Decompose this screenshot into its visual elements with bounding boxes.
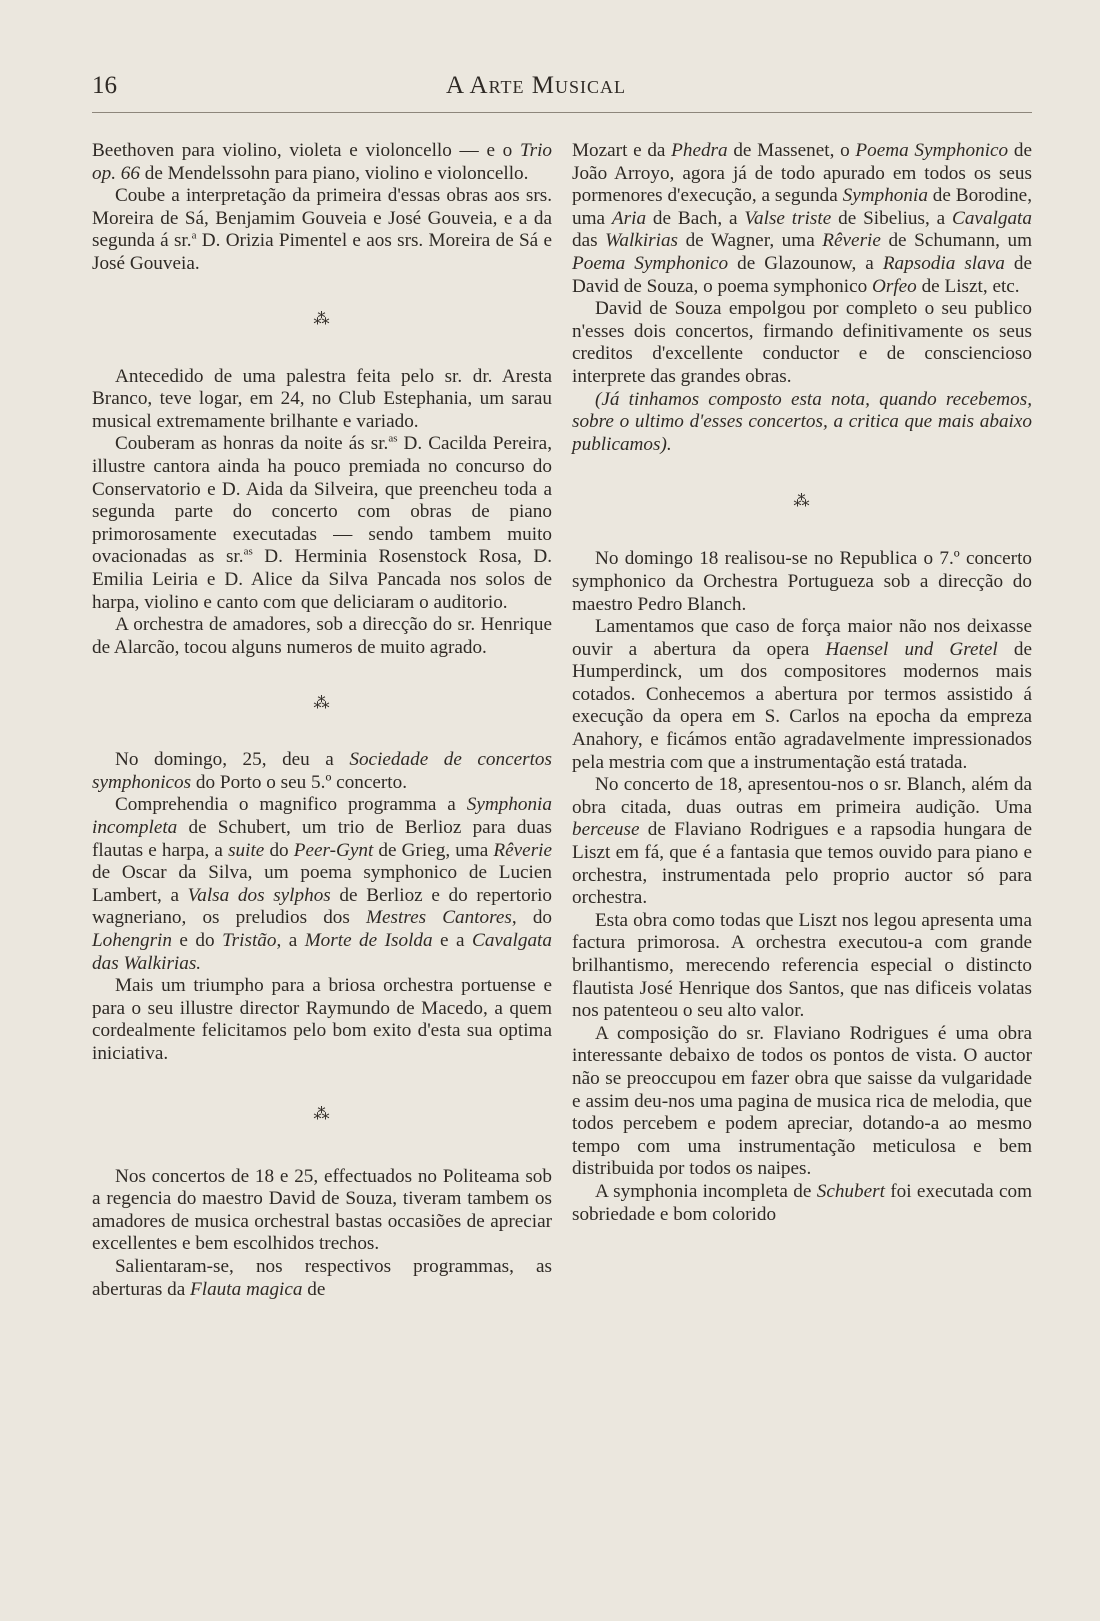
- section-separator: ⁂: [793, 493, 811, 511]
- paragraph: A composição do sr. Flaviano Rodrigues é uma obra interessante debaixo de todos os pontos de vista. O auctor não se preoccupou em fazer obra que saisse da vulgaridade e assim deu-nos uma pagina de musica rica de melodia, que todos percebem e podem apreciar, dotando-a ao mesmo tempo com uma instrumentação meticulosa e bem distribuida por todos os naipes.: [572, 1022, 1032, 1180]
- paragraph: Salientaram-se, nos respectivos programmas, as aberturas da Flauta magica de: [92, 1255, 552, 1300]
- paragraph: Lamentamos que caso de força maior não nos deixasse ouvir a abertura da opera Haensel und Gretel de Humperdinck, um dos compositores modernos mais cotados. Conhecemos a abertura por termos assistido á execução da opera em S. Carlos na epocha da empreza Anahory, e ficámos então agradavelmente impressionados pela mestria com que a instrumentação está tratada.: [572, 616, 1032, 773]
- editor-note: (Já tinhamos composto esta nota, quando recebemos, sobre o ultimo d'esses concertos, a critica que mais abaixo publicamos).: [572, 388, 1032, 455]
- right-column: [572, 140, 1032, 1226]
- left-column: [92, 140, 552, 1301]
- paragraph: Mais um triumpho para a briosa orchestra portuense e para o seu illustre director Raymundo de Macedo, a quem cordealmente felicitamos pelo bom exito d'esta sua optima iniciativa.: [92, 975, 552, 1064]
- paragraph: A symphonia incompleta de Schubert foi executada com sobriedade e bom colorido: [572, 1180, 1032, 1225]
- paragraph: No domingo, 25, deu a Sociedade de concertos symphonicos do Porto o seu 5.º concerto.: [92, 749, 552, 793]
- paragraph: No concerto de 18, apresentou-nos o sr. Blanch, além da obra citada, duas outras em primeira audição. Uma berceuse de Flaviano Rodrigues e a rapsodia hungara de Liszt em fá, que é a fantasia que temos ouvido para piano e orchestra, instrumentada pelo proprio auctor só para orchestra.: [572, 774, 1032, 909]
- paragraph: Couberam as honras da noite ás sr.$^{as}$ D. Cacilda Pereira, illustre cantora ainda ha pouco premiada no concurso do Conservatorio e D. Aida da Silveira, que preencheu toda a segunda parte do concerto com obras de piano primorosamente executadas — sendo tambem muito ovacionadas as sr.$^{as}$ D. Herminia Rosenstock Rosa, D. Emilia Leiria e D. Alice da Silva Pancada nos solos de harpa, violino e canto com que deliciaram o auditorio.: [92, 432, 552, 613]
- paragraph: Beethoven para violino, violeta e violoncello — e o Trio op. 66 de Mendelssohn para piano, violino e violoncello.: [92, 140, 552, 184]
- paragraph: No domingo 18 realisou-se no Republica o 7.º concerto symphonico da Orchestra Portugueza sob a direcção do maestro Pedro Blanch.: [572, 548, 1032, 615]
- page-header: [92, 72, 1032, 104]
- paragraph: Esta obra como todas que Liszt nos legou apresenta uma factura primorosa. A orchestra executou-a com grande brilhantismo, merecendo referencia especial o distincto flautista José Henrique dos Santos, que nas dificeis volatas nos patenteou o seu alto valor.: [572, 909, 1032, 1022]
- running-title: A Arte Musical: [446, 72, 626, 99]
- paragraph: A orchestra de amadores, sob a direcção do sr. Henrique de Alarcão, tocou alguns numeros de muito agrado.: [92, 614, 552, 658]
- section-separator: ⁂: [313, 311, 331, 329]
- paragraph: Nos concertos de 18 e 25, effectuados no Politeama sob a regencia do maestro David de Souza, tiveram tambem os amadores de musica orchestral bastas occasiões de apreciar excellentes e bem escolhidos trechos.: [92, 1165, 552, 1255]
- section-separator: ⁂: [313, 1106, 331, 1124]
- paragraph: Comprehendia o magnifico programma a Symphonia incompleta de Schubert, um trio de Berlioz para duas flautas e harpa, a suite do Peer-Gynt de Grieg, uma Rêverie de Oscar da Silva, um poema symphonico de Lucien Lambert, a Valsa dos sylphos de Berlioz e do repertorio wagneriano, os preludios dos Mestres Cantores, do Lohengrin e do Tristão, a Morte de Isolda e a Cavalgata das Walkirias.: [92, 794, 553, 974]
- paragraph: Coube a interpretação da primeira d'essas obras aos srs. Moreira de Sá, Benjamim Gouveia e José Gouveia, e a da segunda á sr.$^a$ D. Orizia Pimentel e aos srs. Moreira de Sá e José Gouveia.: [92, 185, 552, 274]
- paragraph: Antecedido de uma palestra feita pelo sr. dr. Aresta Branco, teve logar, em 24, no Club Estephania, um sarau musical extremamente brilhante e variado.: [92, 365, 552, 432]
- page-number: 16: [92, 72, 117, 99]
- paragraph: David de Souza empolgou por completo o seu publico n'esses dois concertos, firmando definitivamente os seus creditos d'excellente conductor e de consciencioso interprete das grandes obras.: [572, 298, 1032, 387]
- header-rule: [92, 112, 1032, 113]
- paragraph: Mozart e da Phedra de Massenet, o Poema Symphonico de João Arroyo, agora já de todo apurado em todos os seus pormenores d'execução, a segunda Symphonia de Borodine, uma Aria de Bach, a Valse triste de Sibelius, a Cavalgata das Walkirias de Wagner, uma Rêverie de Schumann, um Poema Symphonico de Glazounow, a Rapsodia slava de David de Souza, o poema symphonico Orfeo de Liszt, etc.: [572, 140, 1033, 297]
- section-separator: ⁂: [313, 694, 331, 712]
